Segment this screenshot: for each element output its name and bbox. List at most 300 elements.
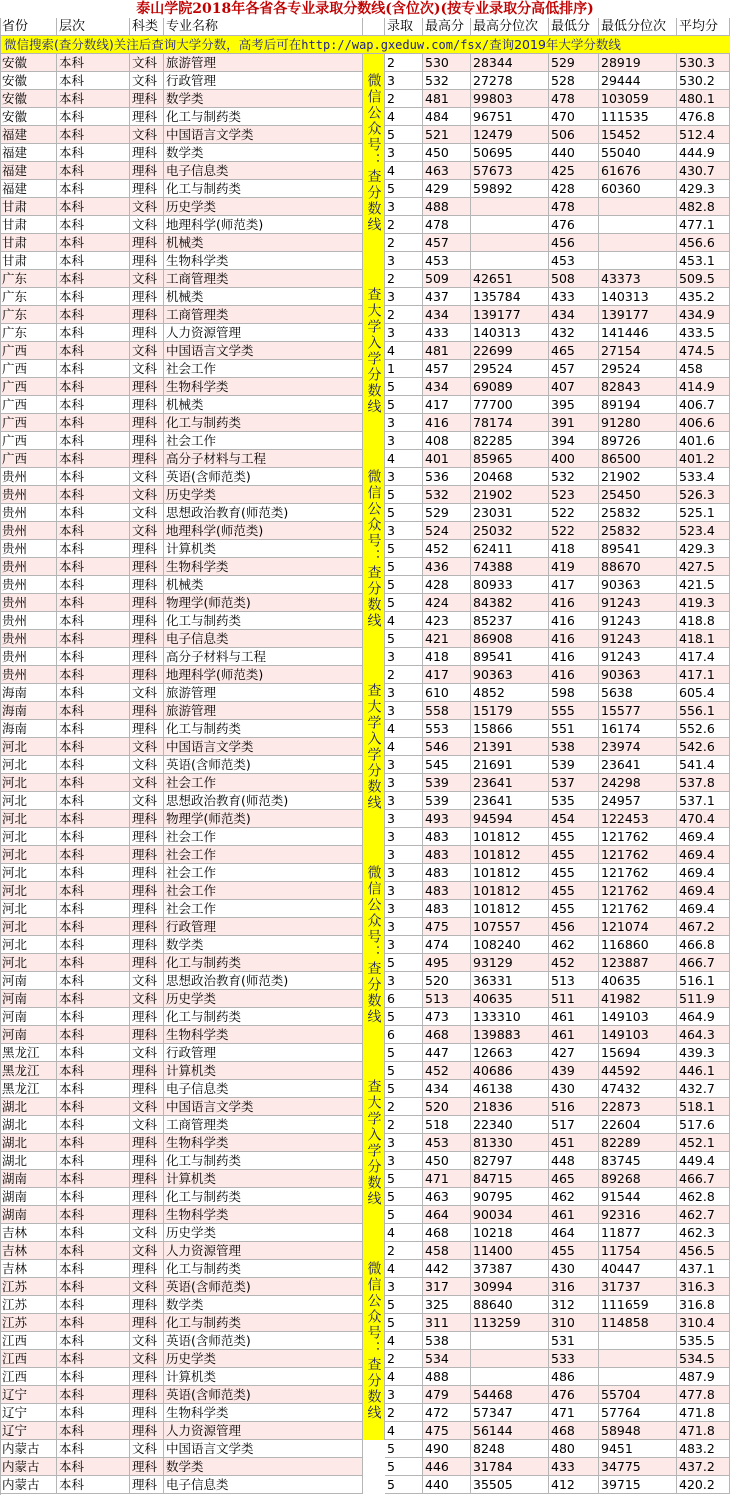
max-score-cell: 440 <box>423 1476 471 1494</box>
min-score-cell: 312 <box>549 1296 599 1314</box>
admitted-cell: 2 <box>385 1404 423 1422</box>
avg-score-cell: 471.8 <box>677 1422 730 1440</box>
min-rank-cell: 15452 <box>599 126 677 144</box>
avg-score-cell: 534.5 <box>677 1350 730 1368</box>
province-cell: 辽宁 <box>0 1386 57 1404</box>
category-cell: 文科 <box>130 756 164 774</box>
min-rank-cell: 114858 <box>599 1314 677 1332</box>
min-score-cell: 428 <box>549 180 599 198</box>
max-score-cell: 534 <box>423 1350 471 1368</box>
min-rank-cell <box>599 1332 677 1350</box>
min-score-cell: 480 <box>549 1440 599 1458</box>
max-rank-cell: 20468 <box>471 468 549 486</box>
avg-score-cell: 464.3 <box>677 1026 730 1044</box>
admitted-cell: 5 <box>385 954 423 972</box>
min-score-cell: 538 <box>549 738 599 756</box>
major-cell: 社会工作 <box>164 828 363 846</box>
max-rank-cell: 90363 <box>471 666 549 684</box>
min-score-cell: 432 <box>549 324 599 342</box>
min-rank-cell: 28919 <box>599 54 677 72</box>
province-cell: 甘肃 <box>0 216 57 234</box>
level-cell: 本科 <box>57 1242 130 1260</box>
province-cell: 贵州 <box>0 594 57 612</box>
category-cell: 文科 <box>130 54 164 72</box>
category-cell: 文科 <box>130 1224 164 1242</box>
admitted-cell: 2 <box>385 1098 423 1116</box>
min-score-cell: 462 <box>549 936 599 954</box>
level-cell: 本科 <box>57 774 130 792</box>
admitted-cell: 3 <box>385 252 423 270</box>
min-rank-cell: 149103 <box>599 1008 677 1026</box>
admitted-cell: 5 <box>385 594 423 612</box>
max-score-cell: 529 <box>423 504 471 522</box>
min-rank-cell: 9451 <box>599 1440 677 1458</box>
major-cell: 生物科学类 <box>164 1206 363 1224</box>
admitted-cell: 5 <box>385 1296 423 1314</box>
min-score-cell: 598 <box>549 684 599 702</box>
min-rank-cell: 55040 <box>599 144 677 162</box>
min-score-cell: 416 <box>549 612 599 630</box>
level-cell: 本科 <box>57 1026 130 1044</box>
province-cell: 江苏 <box>0 1278 57 1296</box>
max-rank-cell: 21902 <box>471 486 549 504</box>
avg-score-cell: 516.1 <box>677 972 730 990</box>
max-rank-cell <box>471 234 549 252</box>
max-rank-cell: 107557 <box>471 918 549 936</box>
category-cell: 理科 <box>130 648 164 666</box>
level-cell: 本科 <box>57 234 130 252</box>
max-score-cell: 539 <box>423 792 471 810</box>
province-cell: 湖北 <box>0 1116 57 1134</box>
min-score-cell: 439 <box>549 1062 599 1080</box>
admitted-cell: 1 <box>385 360 423 378</box>
avg-score-cell: 439.3 <box>677 1044 730 1062</box>
max-score-cell: 513 <box>423 990 471 1008</box>
admitted-cell: 5 <box>385 126 423 144</box>
avg-score-cell: 433.5 <box>677 324 730 342</box>
min-rank-cell: 23641 <box>599 756 677 774</box>
category-cell: 文科 <box>130 774 164 792</box>
category-cell: 理科 <box>130 1026 164 1044</box>
province-cell: 广西 <box>0 432 57 450</box>
avg-score-cell: 310.4 <box>677 1314 730 1332</box>
avg-score-cell: 523.4 <box>677 522 730 540</box>
major-cell: 中国语言文学类 <box>164 126 363 144</box>
min-rank-cell: 121762 <box>599 828 677 846</box>
category-cell: 理科 <box>130 180 164 198</box>
admitted-cell: 3 <box>385 702 423 720</box>
max-score-cell: 495 <box>423 954 471 972</box>
admitted-cell: 3 <box>385 828 423 846</box>
province-cell: 安徽 <box>0 90 57 108</box>
admitted-cell: 6 <box>385 990 423 1008</box>
avg-score-cell: 453.1 <box>677 252 730 270</box>
max-rank-cell: 133310 <box>471 1008 549 1026</box>
max-rank-cell: 74388 <box>471 558 549 576</box>
avg-score-cell: 511.9 <box>677 990 730 1008</box>
avg-score-cell: 605.4 <box>677 684 730 702</box>
min-score-cell: 452 <box>549 954 599 972</box>
category-cell: 理科 <box>130 432 164 450</box>
max-score-cell: 416 <box>423 414 471 432</box>
max-score-cell: 475 <box>423 1422 471 1440</box>
max-score-cell: 401 <box>423 450 471 468</box>
max-rank-cell: 101812 <box>471 846 549 864</box>
notice-url-link[interactable]: http://wap.gxeduw.com/fsx/ <box>301 38 490 52</box>
category-cell: 文科 <box>130 216 164 234</box>
major-cell: 中国语言文学类 <box>164 738 363 756</box>
min-rank-cell: 39715 <box>599 1476 677 1494</box>
max-rank-cell: 8248 <box>471 1440 549 1458</box>
level-cell: 本科 <box>57 1314 130 1332</box>
level-cell: 本科 <box>57 540 130 558</box>
admitted-cell: 5 <box>385 1476 423 1494</box>
max-score-cell: 457 <box>423 234 471 252</box>
max-rank-cell: 101812 <box>471 864 549 882</box>
major-cell: 机械类 <box>164 576 363 594</box>
level-cell: 本科 <box>57 756 130 774</box>
max-score-cell: 450 <box>423 144 471 162</box>
category-cell: 理科 <box>130 108 164 126</box>
avg-score-cell: 427.5 <box>677 558 730 576</box>
min-rank-cell: 90363 <box>599 666 677 684</box>
category-cell: 理科 <box>130 612 164 630</box>
province-cell: 贵州 <box>0 630 57 648</box>
vertical-banner <box>363 252 385 450</box>
max-rank-cell: 89541 <box>471 648 549 666</box>
min-rank-cell: 16174 <box>599 720 677 738</box>
category-cell: 理科 <box>130 1080 164 1098</box>
avg-score-cell: 483.2 <box>677 1440 730 1458</box>
major-cell: 人力资源管理 <box>164 324 363 342</box>
min-rank-cell: 139177 <box>599 306 677 324</box>
province-cell: 安徽 <box>0 108 57 126</box>
admitted-cell: 3 <box>385 774 423 792</box>
level-cell: 本科 <box>57 1476 130 1494</box>
major-cell: 数学类 <box>164 1458 363 1476</box>
max-rank-cell: 69089 <box>471 378 549 396</box>
level-cell: 本科 <box>57 54 130 72</box>
max-score-cell: 421 <box>423 630 471 648</box>
max-rank-cell: 59892 <box>471 180 549 198</box>
min-rank-cell: 121762 <box>599 882 677 900</box>
major-cell: 历史学类 <box>164 990 363 1008</box>
max-rank-cell: 35505 <box>471 1476 549 1494</box>
avg-score-cell: 421.5 <box>677 576 730 594</box>
category-cell: 理科 <box>130 954 164 972</box>
admitted-cell: 5 <box>385 540 423 558</box>
min-score-cell: 465 <box>549 342 599 360</box>
min-rank-cell: 61676 <box>599 162 677 180</box>
max-score-cell: 442 <box>423 1260 471 1278</box>
min-rank-cell: 88670 <box>599 558 677 576</box>
level-cell: 本科 <box>57 1458 130 1476</box>
admitted-cell: 4 <box>385 1260 423 1278</box>
level-cell: 本科 <box>57 486 130 504</box>
level-cell: 本科 <box>57 936 130 954</box>
major-cell: 化工与制药类 <box>164 1152 363 1170</box>
admitted-cell: 5 <box>385 504 423 522</box>
category-cell: 理科 <box>130 810 164 828</box>
major-cell: 机械类 <box>164 234 363 252</box>
min-score-cell: 464 <box>549 1224 599 1242</box>
province-cell: 河北 <box>0 900 57 918</box>
level-cell: 本科 <box>57 648 130 666</box>
major-cell: 英语(含师范类) <box>164 1332 363 1350</box>
admitted-cell: 3 <box>385 72 423 90</box>
max-score-cell: 424 <box>423 594 471 612</box>
min-rank-cell: 22873 <box>599 1098 677 1116</box>
province-cell: 湖南 <box>0 1170 57 1188</box>
avg-score-cell: 449.4 <box>677 1152 730 1170</box>
avg-score-cell: 469.4 <box>677 828 730 846</box>
max-score-cell: 536 <box>423 468 471 486</box>
min-rank-cell: 40635 <box>599 972 677 990</box>
category-cell: 理科 <box>130 324 164 342</box>
level-cell: 本科 <box>57 414 130 432</box>
major-cell: 电子信息类 <box>164 1476 363 1494</box>
major-cell: 人力资源管理 <box>164 1422 363 1440</box>
admitted-cell: 5 <box>385 1044 423 1062</box>
min-score-cell: 532 <box>549 468 599 486</box>
min-score-cell: 455 <box>549 846 599 864</box>
category-cell: 理科 <box>130 90 164 108</box>
min-score-cell: 461 <box>549 1206 599 1224</box>
avg-score-cell: 541.4 <box>677 756 730 774</box>
max-rank-cell: 15866 <box>471 720 549 738</box>
major-cell: 高分子材料与工程 <box>164 648 363 666</box>
category-cell: 理科 <box>130 378 164 396</box>
max-score-cell: 484 <box>423 108 471 126</box>
min-score-cell: 395 <box>549 396 599 414</box>
min-score-cell: 453 <box>549 252 599 270</box>
level-cell: 本科 <box>57 990 130 1008</box>
admitted-cell: 3 <box>385 846 423 864</box>
admitted-cell: 4 <box>385 612 423 630</box>
max-score-cell: 478 <box>423 216 471 234</box>
max-score-cell: 458 <box>423 1242 471 1260</box>
level-cell: 本科 <box>57 558 130 576</box>
min-score-cell: 418 <box>549 540 599 558</box>
province-cell: 福建 <box>0 180 57 198</box>
min-score-cell: 528 <box>549 72 599 90</box>
min-rank-cell <box>599 1350 677 1368</box>
level-cell: 本科 <box>57 1206 130 1224</box>
min-score-cell: 412 <box>549 1476 599 1494</box>
level-cell: 本科 <box>57 1008 130 1026</box>
province-cell: 内蒙古 <box>0 1458 57 1476</box>
min-rank-cell: 57764 <box>599 1404 677 1422</box>
avg-score-cell: 458 <box>677 360 730 378</box>
admitted-cell: 3 <box>385 864 423 882</box>
province-cell: 河北 <box>0 936 57 954</box>
min-rank-cell: 27154 <box>599 342 677 360</box>
category-cell: 理科 <box>130 450 164 468</box>
major-cell: 地理科学(师范类) <box>164 522 363 540</box>
province-cell: 福建 <box>0 126 57 144</box>
avg-score-cell: 429.3 <box>677 180 730 198</box>
admitted-header: 录取 <box>385 18 423 36</box>
major-cell: 社会工作 <box>164 432 363 450</box>
major-cell: 化工与制药类 <box>164 1260 363 1278</box>
max-rank-cell: 42651 <box>471 270 549 288</box>
category-cell: 理科 <box>130 414 164 432</box>
min-rank-cell: 123887 <box>599 954 677 972</box>
max-score-cell: 532 <box>423 486 471 504</box>
max-rank-cell: 82797 <box>471 1152 549 1170</box>
major-cell: 生物科学类 <box>164 1134 363 1152</box>
major-cell: 旅游管理 <box>164 684 363 702</box>
avg-score-cell: 476.8 <box>677 108 730 126</box>
level-cell: 本科 <box>57 792 130 810</box>
min-score-cell: 535 <box>549 792 599 810</box>
category-cell: 理科 <box>130 558 164 576</box>
min-score-cell: 433 <box>549 288 599 306</box>
min-score-cell: 462 <box>549 1188 599 1206</box>
category-cell: 理科 <box>130 1188 164 1206</box>
level-cell: 本科 <box>57 1188 130 1206</box>
min-score-cell: 455 <box>549 882 599 900</box>
max-score-cell: 475 <box>423 918 471 936</box>
min-rank-cell <box>599 198 677 216</box>
level-cell: 本科 <box>57 1296 130 1314</box>
major-cell: 社会工作 <box>164 864 363 882</box>
max-score-cell: 483 <box>423 900 471 918</box>
major-cell: 物理学(师范类) <box>164 594 363 612</box>
admitted-cell: 3 <box>385 1278 423 1296</box>
avg-score-cell: 417.1 <box>677 666 730 684</box>
min-score-cell: 513 <box>549 972 599 990</box>
max-score-cell: 530 <box>423 54 471 72</box>
min-rank-cell: 90363 <box>599 576 677 594</box>
vertical-banner-text: 微信公众号：查分数线 <box>365 73 382 233</box>
province-cell: 内蒙古 <box>0 1440 57 1458</box>
min-rank-cell <box>599 216 677 234</box>
category-cell: 理科 <box>130 144 164 162</box>
min-rank-cell: 15694 <box>599 1044 677 1062</box>
major-cell: 思想政治教育(师范类) <box>164 504 363 522</box>
min-score-cell: 416 <box>549 594 599 612</box>
province-cell: 贵州 <box>0 486 57 504</box>
major-cell: 地理科学(师范类) <box>164 666 363 684</box>
avg-score-cell: 437.2 <box>677 1458 730 1476</box>
avg-score-cell: 429.3 <box>677 540 730 558</box>
max-score-cell: 610 <box>423 684 471 702</box>
major-cell: 化工与制药类 <box>164 1188 363 1206</box>
category-cell: 理科 <box>130 918 164 936</box>
province-cell: 广东 <box>0 270 57 288</box>
category-cell: 理科 <box>130 396 164 414</box>
level-cell: 本科 <box>57 810 130 828</box>
avg-score-cell: 467.2 <box>677 918 730 936</box>
header-spacer <box>363 18 385 36</box>
major-cell: 数学类 <box>164 144 363 162</box>
level-cell: 本科 <box>57 846 130 864</box>
max-rank-cell: 21691 <box>471 756 549 774</box>
level-cell: 本科 <box>57 324 130 342</box>
max-score-cell: 545 <box>423 756 471 774</box>
major-cell: 计算机类 <box>164 1062 363 1080</box>
admitted-cell: 5 <box>385 576 423 594</box>
max-rank-cell: 139883 <box>471 1026 549 1044</box>
min-rank-cell: 89194 <box>599 396 677 414</box>
category-cell: 理科 <box>130 1152 164 1170</box>
province-cell: 河南 <box>0 972 57 990</box>
avg-score-cell: 512.4 <box>677 126 730 144</box>
max-rank-cell: 29524 <box>471 360 549 378</box>
min-score-cell: 448 <box>549 1152 599 1170</box>
province-cell: 湖北 <box>0 1098 57 1116</box>
min-score-cell: 471 <box>549 1404 599 1422</box>
category-cell: 文科 <box>130 1350 164 1368</box>
category-cell: 理科 <box>130 288 164 306</box>
vertical-banner-text: 查大学入学分数线 <box>365 683 382 811</box>
notice-prefix: 微信搜索(查分数线)关注后查询大学分数，高考后可在 <box>4 37 302 52</box>
min-rank-cell: 11754 <box>599 1242 677 1260</box>
avg-score-cell: 406.6 <box>677 414 730 432</box>
max-score-cell: 434 <box>423 378 471 396</box>
level-cell: 本科 <box>57 594 130 612</box>
max-rank-cell: 12663 <box>471 1044 549 1062</box>
max-score-cell: 417 <box>423 396 471 414</box>
max-rank-cell: 99803 <box>471 90 549 108</box>
avg-score-cell: 469.4 <box>677 846 730 864</box>
level-cell: 本科 <box>57 1260 130 1278</box>
category-cell: 文科 <box>130 1278 164 1296</box>
min-score-cell: 454 <box>549 810 599 828</box>
level-cell: 本科 <box>57 1440 130 1458</box>
province-cell: 河南 <box>0 1008 57 1026</box>
major-cell: 历史学类 <box>164 486 363 504</box>
province-cell: 湖北 <box>0 1152 57 1170</box>
category-cell: 理科 <box>130 1134 164 1152</box>
level-cell: 本科 <box>57 378 130 396</box>
level-cell: 本科 <box>57 666 130 684</box>
min-score-cell: 529 <box>549 54 599 72</box>
major-cell: 英语(含师范类) <box>164 1386 363 1404</box>
avg-score-cell: 437.1 <box>677 1260 730 1278</box>
min-rank-cell: 58948 <box>599 1422 677 1440</box>
avg-score-cell: 517.6 <box>677 1116 730 1134</box>
min-score-cell: 476 <box>549 1386 599 1404</box>
province-cell: 江西 <box>0 1368 57 1386</box>
major-cell: 中国语言文学类 <box>164 1440 363 1458</box>
max-score-cell: 473 <box>423 1008 471 1026</box>
admitted-cell: 4 <box>385 738 423 756</box>
major-cell: 数学类 <box>164 936 363 954</box>
min-score-cell: 533 <box>549 1350 599 1368</box>
category-cell: 理科 <box>130 936 164 954</box>
category-cell: 文科 <box>130 1116 164 1134</box>
major-cell: 计算机类 <box>164 540 363 558</box>
min-rank-cell: 91544 <box>599 1188 677 1206</box>
province-cell: 贵州 <box>0 612 57 630</box>
max-score-cell: 311 <box>423 1314 471 1332</box>
level-cell: 本科 <box>57 1404 130 1422</box>
max-score-cell: 558 <box>423 702 471 720</box>
level-cell: 本科 <box>57 432 130 450</box>
category-cell: 理科 <box>130 1008 164 1026</box>
max-score-cell: 520 <box>423 972 471 990</box>
vertical-banner <box>363 450 385 648</box>
province-cell: 甘肃 <box>0 198 57 216</box>
level-cell: 本科 <box>57 1386 130 1404</box>
max-score-cell: 417 <box>423 666 471 684</box>
category-cell: 文科 <box>130 468 164 486</box>
max-score-cell: 436 <box>423 558 471 576</box>
avg-score-cell: 482.8 <box>677 198 730 216</box>
province-cell: 河北 <box>0 864 57 882</box>
